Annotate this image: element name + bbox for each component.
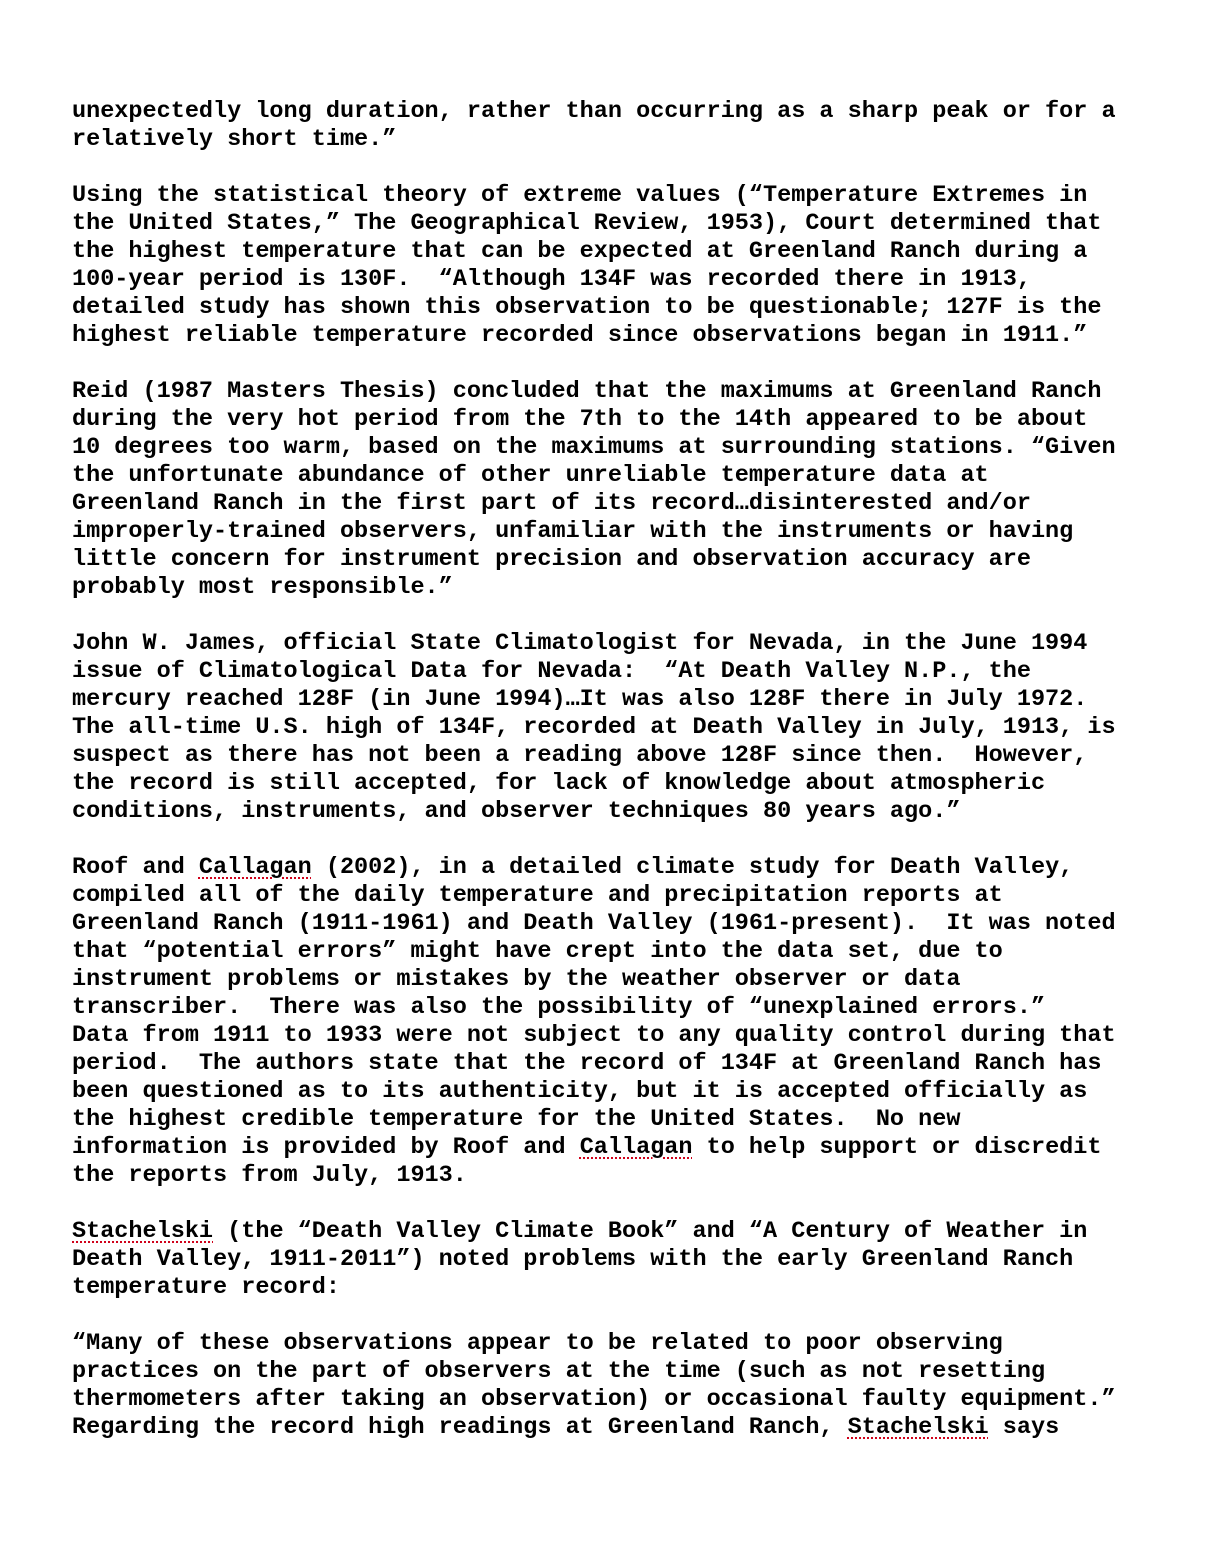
text-line: Stachelski (the “Death Valley Climate Book” and “A Century of Weather in	[72, 1218, 1088, 1245]
spellcheck-flagged-word: Callagan	[579, 1134, 693, 1161]
text-line: period. The authors state that the record of 134F at Greenland Ranch has	[72, 1050, 1102, 1077]
text-line: 100-year period is 130F. “Although 134F was recorded there in 1913,	[72, 266, 1031, 293]
text-line: Reid (1987 Masters Thesis) concluded that the maximums at Greenland Ranch	[72, 378, 1102, 405]
text-line: Regarding the record high readings at Greenland Ranch, Stachelski says	[72, 1414, 1060, 1441]
text-line: mercury reached 128F (in June 1994)…It was also 128F there in July 1972.	[72, 686, 1088, 713]
paragraph-roof-callagan	[72, 854, 1152, 1190]
text-line: transcriber. There was also the possibility of “unexplained errors.”	[72, 994, 1046, 1021]
text-line: practices on the part of observers at the time (such as not resetting	[72, 1358, 1046, 1385]
text-line: the reports from July, 1913.	[72, 1162, 467, 1189]
text-line: the highest credible temperature for the United States. No new	[72, 1106, 961, 1133]
text-line: “Many of these observations appear to be related to poor observing	[72, 1330, 1003, 1357]
paragraph-continuation	[72, 98, 1152, 154]
text-line: little concern for instrument precision and observation accuracy are	[72, 546, 1031, 573]
text-line: information is provided by Roof and Callagan to help support or discredit	[72, 1134, 1102, 1161]
text-line: Greenland Ranch (1911-1961) and Death Valley (1961-present). It was noted	[72, 910, 1116, 937]
paragraph-court	[72, 182, 1152, 350]
text-line: that “potential errors” might have crept into the data set, due to	[72, 938, 1003, 965]
text-line: Greenland Ranch in the first part of its record…disinterested and/or	[72, 490, 1031, 517]
text-line: probably most responsible.”	[72, 574, 453, 601]
paragraph-stachelski-quote	[72, 1330, 1152, 1442]
text-line: highest reliable temperature recorded since observations began in 1911.”	[72, 322, 1088, 349]
text-line: been questioned as to its authenticity, but it is accepted officially as	[72, 1078, 1088, 1105]
text-line: thermometers after taking an observation) or occasional faulty equipment.”	[72, 1386, 1116, 1413]
text-line: unexpectedly long duration, rather than occurring as a sharp peak or for a	[72, 98, 1116, 125]
text-line: suspect as there has not been a reading above 128F since then. However,	[72, 742, 1088, 769]
text-line: Data from 1911 to 1933 were not subject to any quality control during that	[72, 1022, 1116, 1049]
document-page	[72, 98, 1152, 1470]
spellcheck-flagged-word: Stachelski	[847, 1414, 989, 1441]
text-line: improperly-trained observers, unfamiliar with the instruments or having	[72, 518, 1074, 545]
text-line: detailed study has shown this observation to be questionable; 127F is the	[72, 294, 1102, 321]
text-line: 10 degrees too warm, based on the maximums at surrounding stations. “Given	[72, 434, 1116, 461]
spellcheck-flagged-word: Stachelski	[72, 1218, 214, 1245]
text-line: temperature record:	[72, 1274, 340, 1301]
text-line: compiled all of the daily temperature and precipitation reports at	[72, 882, 1003, 909]
spellcheck-flagged-word: Callagan	[198, 854, 312, 881]
text-line: issue of Climatological Data for Nevada: “At Death Valley N.P., the	[72, 658, 1031, 685]
paragraph-reid	[72, 378, 1152, 602]
text-line: during the very hot period from the 7th to the 14th appeared to be about	[72, 406, 1088, 433]
text-line: the record is still accepted, for lack of knowledge about atmospheric	[72, 770, 1046, 797]
text-line: relatively short time.”	[72, 126, 397, 153]
paragraph-stachelski-intro	[72, 1218, 1152, 1302]
text-line: John W. James, official State Climatologist for Nevada, in the June 1994	[72, 630, 1088, 657]
text-line: Roof and Callagan (2002), in a detailed climate study for Death Valley,	[72, 854, 1074, 881]
paragraph-james	[72, 630, 1152, 826]
text-line: The all-time U.S. high of 134F, recorded at Death Valley in July, 1913, is	[72, 714, 1116, 741]
text-line: Death Valley, 1911-2011”) noted problems with the early Greenland Ranch	[72, 1246, 1074, 1273]
text-line: the highest temperature that can be expected at Greenland Ranch during a	[72, 238, 1088, 265]
text-line: Using the statistical theory of extreme values (“Temperature Extremes in	[72, 182, 1088, 209]
text-line: instrument problems or mistakes by the weather observer or data	[72, 966, 961, 993]
text-line: conditions, instruments, and observer techniques 80 years ago.”	[72, 798, 961, 825]
text-line: the United States,” The Geographical Review, 1953), Court determined that	[72, 210, 1102, 237]
text-line: the unfortunate abundance of other unreliable temperature data at	[72, 462, 989, 489]
